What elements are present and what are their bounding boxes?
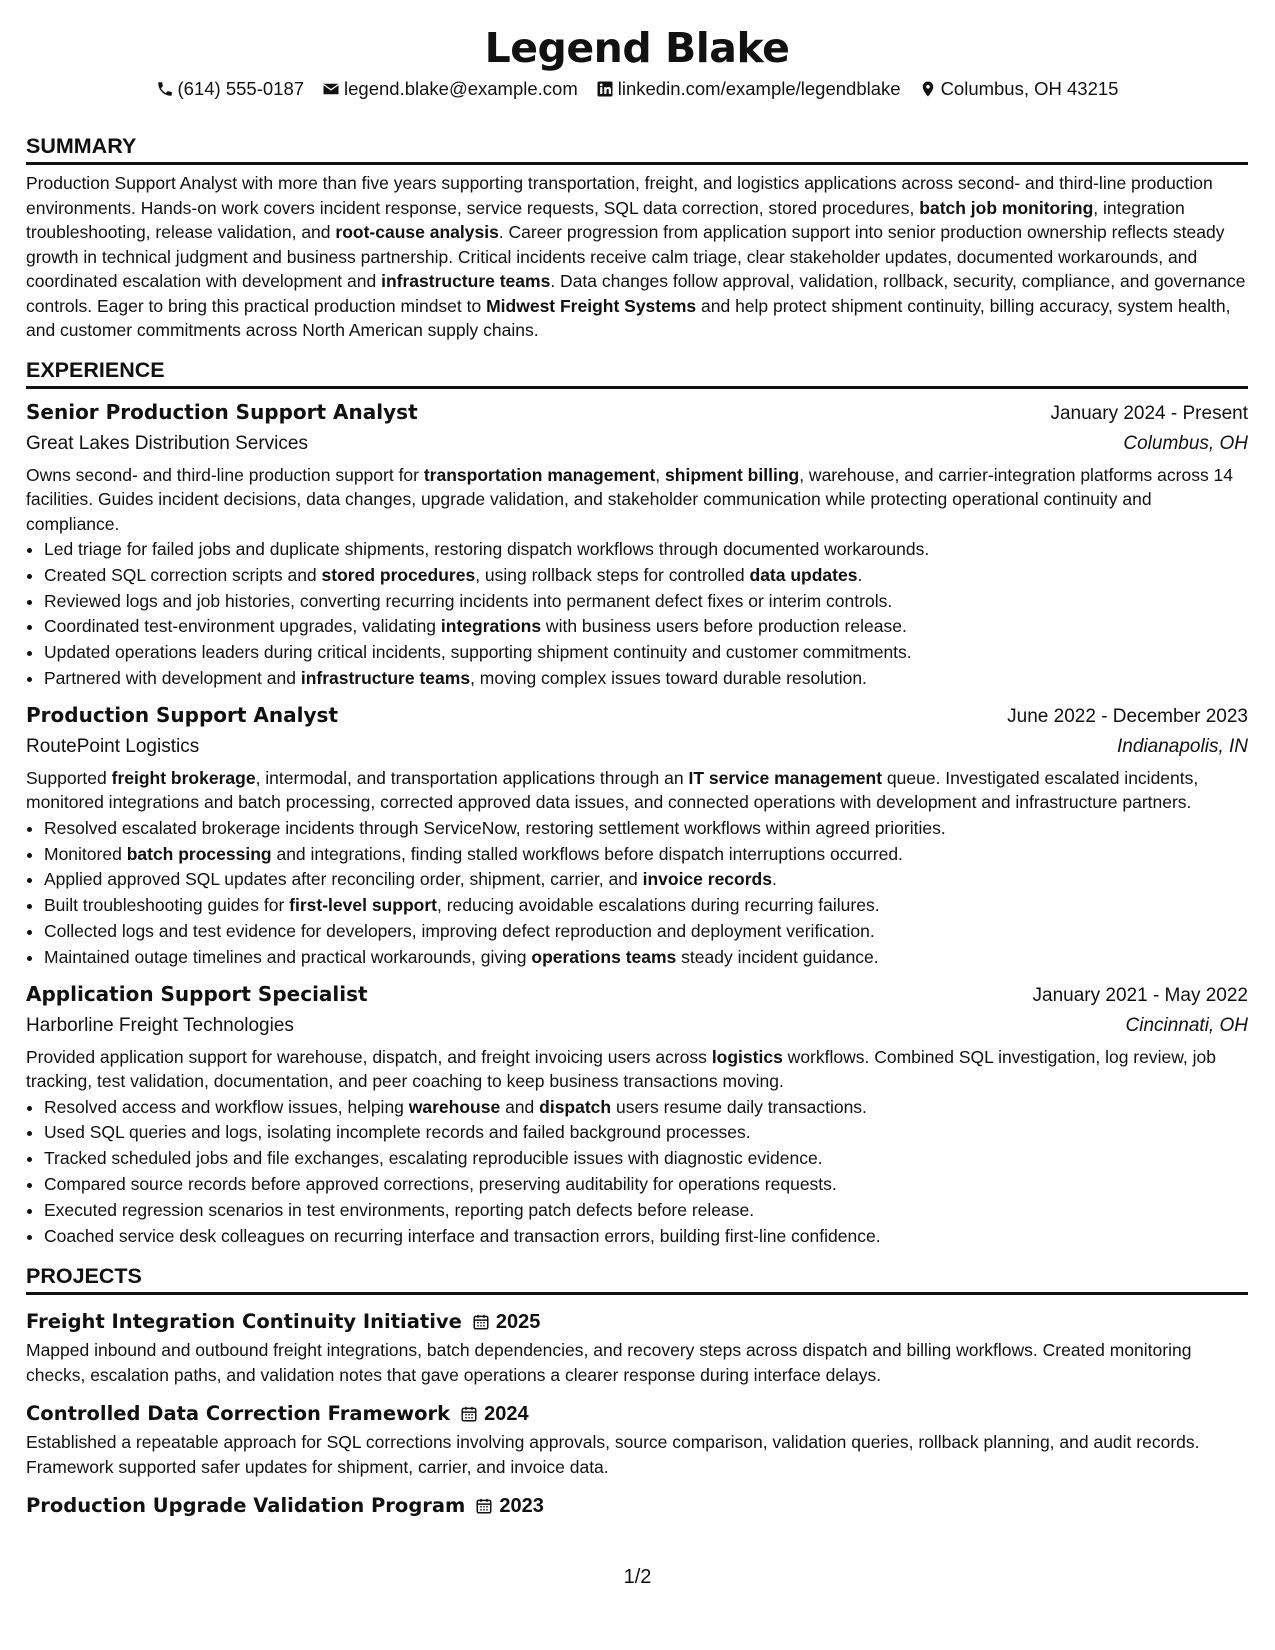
contact-linkedin bbox=[596, 77, 901, 101]
bold-keyword: IT service management bbox=[688, 767, 883, 788]
bullet-item: • Maintained outage timelines and practical workarounds, giving operations teams steady incident guidance. bbox=[44, 945, 1248, 971]
summary-section bbox=[26, 133, 1248, 343]
phone-icon bbox=[156, 80, 174, 98]
bullet-item: • Partnered with development and infrastructure teams, moving complex issues toward durable resolution. bbox=[44, 666, 1248, 692]
job-company: Great Lakes Distribution Services bbox=[26, 432, 308, 454]
job-header bbox=[26, 399, 1248, 427]
bold-keyword: batch processing bbox=[126, 843, 272, 864]
bold-keyword: infrastructure teams bbox=[381, 271, 551, 291]
project-title: Freight Integration Continuity Initiative bbox=[26, 1310, 462, 1334]
job-entry bbox=[26, 702, 1248, 971]
bold-keyword: infrastructure teams bbox=[300, 667, 471, 688]
projects-section bbox=[26, 1263, 1248, 1519]
job-bullets bbox=[26, 1095, 1248, 1250]
job-subheader bbox=[26, 431, 1248, 457]
project-year: 2025 bbox=[495, 1310, 541, 1333]
bold-keyword: data updates bbox=[749, 564, 858, 585]
envelope-icon bbox=[322, 80, 340, 98]
bold-keyword: integrations bbox=[440, 616, 542, 637]
job-title: Application Support Specialist bbox=[26, 981, 368, 1006]
linkedin-text: linkedin.com/example/legendblake bbox=[617, 78, 901, 99]
map-pin-icon bbox=[919, 80, 937, 98]
bold-keyword: first-level support bbox=[289, 895, 437, 916]
bold-keyword: logistics bbox=[711, 1046, 783, 1067]
calendar-icon bbox=[472, 1313, 490, 1331]
job-title: Production Support Analyst bbox=[26, 702, 339, 727]
job-summary: Provided application support for warehouse, dispatch, and freight invoicing users across logistics workflows. Combined SQL investigation, log review, job tracking, test validation, documentation, and peer coaching to keep business transactions moving. bbox=[26, 1046, 1216, 1092]
bullet-item: • Coordinated test-environment upgrades, validating integrations with business users before production release. bbox=[44, 614, 1248, 640]
job-entry bbox=[26, 981, 1248, 1250]
job-dates: June 2022 - December 2023 bbox=[1007, 705, 1248, 727]
job-location: Indianapolis, IN bbox=[1117, 735, 1248, 757]
experience-heading: EXPERIENCE bbox=[26, 357, 1248, 389]
resume-page bbox=[26, 22, 1248, 1519]
bullet-item: • Led triage for failed jobs and duplicate shipments, restoring dispatch workflows through documented workarounds. bbox=[44, 537, 1248, 563]
project-year: 2024 bbox=[484, 1402, 529, 1425]
bold-keyword: invoice records bbox=[642, 869, 772, 890]
page-number: 1/2 bbox=[623, 1566, 652, 1588]
job-bullets bbox=[26, 537, 1248, 692]
bullet-item: • Used SQL queries and logs, isolating incomplete records and failed background processes. bbox=[44, 1120, 1248, 1146]
job-header bbox=[26, 702, 1248, 730]
project-entry bbox=[26, 1309, 1248, 1387]
summary-heading: SUMMARY bbox=[26, 133, 1248, 165]
project-year: 2023 bbox=[499, 1494, 544, 1517]
bold-keyword: freight brokerage bbox=[111, 767, 256, 788]
bullet-item: • Resolved escalated brokerage incidents through ServiceNow, restoring settlement workflows within agreed priorities. bbox=[44, 816, 1248, 842]
bullet-item: • Built troubleshooting guides for first-level support, reducing avoidable escalations during recurring failures. bbox=[44, 893, 1248, 919]
job-entry bbox=[26, 399, 1248, 692]
bullet-item: • Created SQL correction scripts and stored procedures, using rollback steps for controlled data updates. bbox=[44, 563, 1248, 589]
project-header bbox=[26, 1309, 1248, 1335]
project-description: Established a repeatable approach for SQL corrections involving approvals, source comparison, validation queries, rollback planning, and audit records. Framework supported safer updates for shipment, carrier, and invoice data. bbox=[26, 1432, 1200, 1477]
project-title: Production Upgrade Validation Program bbox=[26, 1494, 466, 1518]
job-title: Senior Production Support Analyst bbox=[26, 399, 418, 424]
project-date bbox=[475, 1495, 544, 1518]
contact-email bbox=[322, 77, 578, 101]
bullet-item: • Resolved access and workflow issues, helping warehouse and dispatch users resume daily transactions. bbox=[44, 1095, 1248, 1121]
contact-location bbox=[919, 77, 1119, 101]
job-dates: January 2024 - Present bbox=[1050, 402, 1248, 424]
project-description: Mapped inbound and outbound freight integrations, batch dependencies, and recovery steps across dispatch and billing workflows. Created monitoring checks, escalation paths, and validation notes that gave operations a clearer response during interface delays. bbox=[26, 1340, 1192, 1385]
job-summary: Supported freight brokerage, intermodal, and transportation applications through an IT service management queue. Investigated escalated incidents, monitored integrations and batch processing, corrected approved data issues, and connected operations with development and infrastructure partners. bbox=[26, 767, 1199, 813]
bullet-item: • Applied approved SQL updates after reconciling order, shipment, carrier, and invoice records. bbox=[44, 867, 1248, 893]
location-text: Columbus, OH 43215 bbox=[940, 78, 1119, 99]
job-subheader bbox=[26, 1013, 1248, 1039]
bold-keyword: stored procedures bbox=[321, 564, 476, 585]
project-entry bbox=[26, 1493, 1248, 1519]
bold-keyword: Midwest Freight Systems bbox=[486, 295, 697, 316]
phone-text: (614) 555-0187 bbox=[177, 78, 305, 99]
bold-keyword: transportation management bbox=[423, 464, 656, 485]
candidate-name: Legend Blake bbox=[484, 24, 790, 72]
project-date bbox=[472, 1311, 541, 1334]
job-location: Columbus, OH bbox=[1123, 432, 1248, 454]
project-header bbox=[26, 1493, 1248, 1519]
email-text: legend.blake@example.com bbox=[344, 78, 578, 99]
bold-keyword: operations teams bbox=[531, 946, 677, 967]
bold-keyword: batch job monitoring bbox=[919, 197, 1094, 218]
project-date bbox=[460, 1403, 529, 1426]
project-title: Controlled Data Correction Framework bbox=[26, 1402, 451, 1426]
calendar-icon bbox=[460, 1405, 478, 1423]
calendar-icon bbox=[475, 1497, 493, 1515]
contact-phone bbox=[156, 77, 305, 101]
bold-keyword: shipment billing bbox=[665, 464, 800, 485]
bullet-item: • Updated operations leaders during critical incidents, supporting shipment continuity and customer commitments. bbox=[44, 640, 1248, 666]
job-company: Harborline Freight Technologies bbox=[26, 1014, 294, 1036]
bullet-item: • Executed regression scenarios in test environments, reporting patch defects before release. bbox=[44, 1198, 1248, 1224]
bullet-item: • Monitored batch processing and integrations, finding stalled workflows before dispatch interruptions occurred. bbox=[44, 842, 1248, 868]
job-summary: Owns second- and third-line production support for transportation management, shipment billing, warehouse, and carrier-integration platforms across 14 facilities. Guides incident decisions, data changes, upgrade validation, and stakeholder communication while protecting operational continuity and compliance. bbox=[26, 464, 1234, 534]
bold-keyword: dispatch bbox=[539, 1096, 612, 1117]
projects-heading: PROJECTS bbox=[26, 1263, 1248, 1295]
bullet-item: • Reviewed logs and job histories, converting recurring incidents into permanent defect fixes or interim controls. bbox=[44, 589, 1248, 615]
bold-keyword: warehouse bbox=[408, 1096, 501, 1117]
bullet-item: • Coached service desk colleagues on recurring interface and transaction errors, building first-line confidence. bbox=[44, 1224, 1248, 1250]
project-entry bbox=[26, 1401, 1248, 1479]
contact-bar bbox=[26, 77, 1248, 101]
bullet-item: • Tracked scheduled jobs and file exchanges, escalating reproducible issues with diagnostic evidence. bbox=[44, 1146, 1248, 1172]
experience-section bbox=[26, 357, 1248, 1250]
job-subheader bbox=[26, 734, 1248, 760]
job-location: Cincinnati, OH bbox=[1125, 1014, 1248, 1036]
job-bullets bbox=[26, 816, 1248, 971]
summary-text: Production Support Analyst with more than five years supporting transportation, freight, and logistics applications across second- and third-line production environments. Hands-on work covers incident response, service requests, SQL data correction, stored procedures, batch job monitoring, integration troubleshooting, release validation, and root-cause analysis. Career progression from application support into senior production ownership reflects steady growth in technical judgment and business partnership. Critical incidents receive calm triage, clear stakeholder updates, documented workarounds, and coordinated escalation with development and infrastructure teams. Data changes follow approval, validation, rollback, security, compliance, and governance controls. Eager to bring this practical production mindset to Midwest Freight Systems and help protect shipment continuity, billing accuracy, system health, and customer commitments across North American supply chains. bbox=[26, 173, 1246, 340]
project-header bbox=[26, 1401, 1248, 1427]
job-dates: January 2021 - May 2022 bbox=[1032, 984, 1248, 1006]
bullet-item: • Collected logs and test evidence for developers, improving defect reproduction and deployment verification. bbox=[44, 919, 1248, 945]
bold-keyword: root-cause analysis bbox=[335, 222, 499, 242]
job-header bbox=[26, 981, 1248, 1009]
bullet-item: • Compared source records before approved corrections, preserving auditability for operations requests. bbox=[44, 1172, 1248, 1198]
linkedin-icon bbox=[596, 80, 614, 98]
job-company: RoutePoint Logistics bbox=[26, 735, 200, 757]
